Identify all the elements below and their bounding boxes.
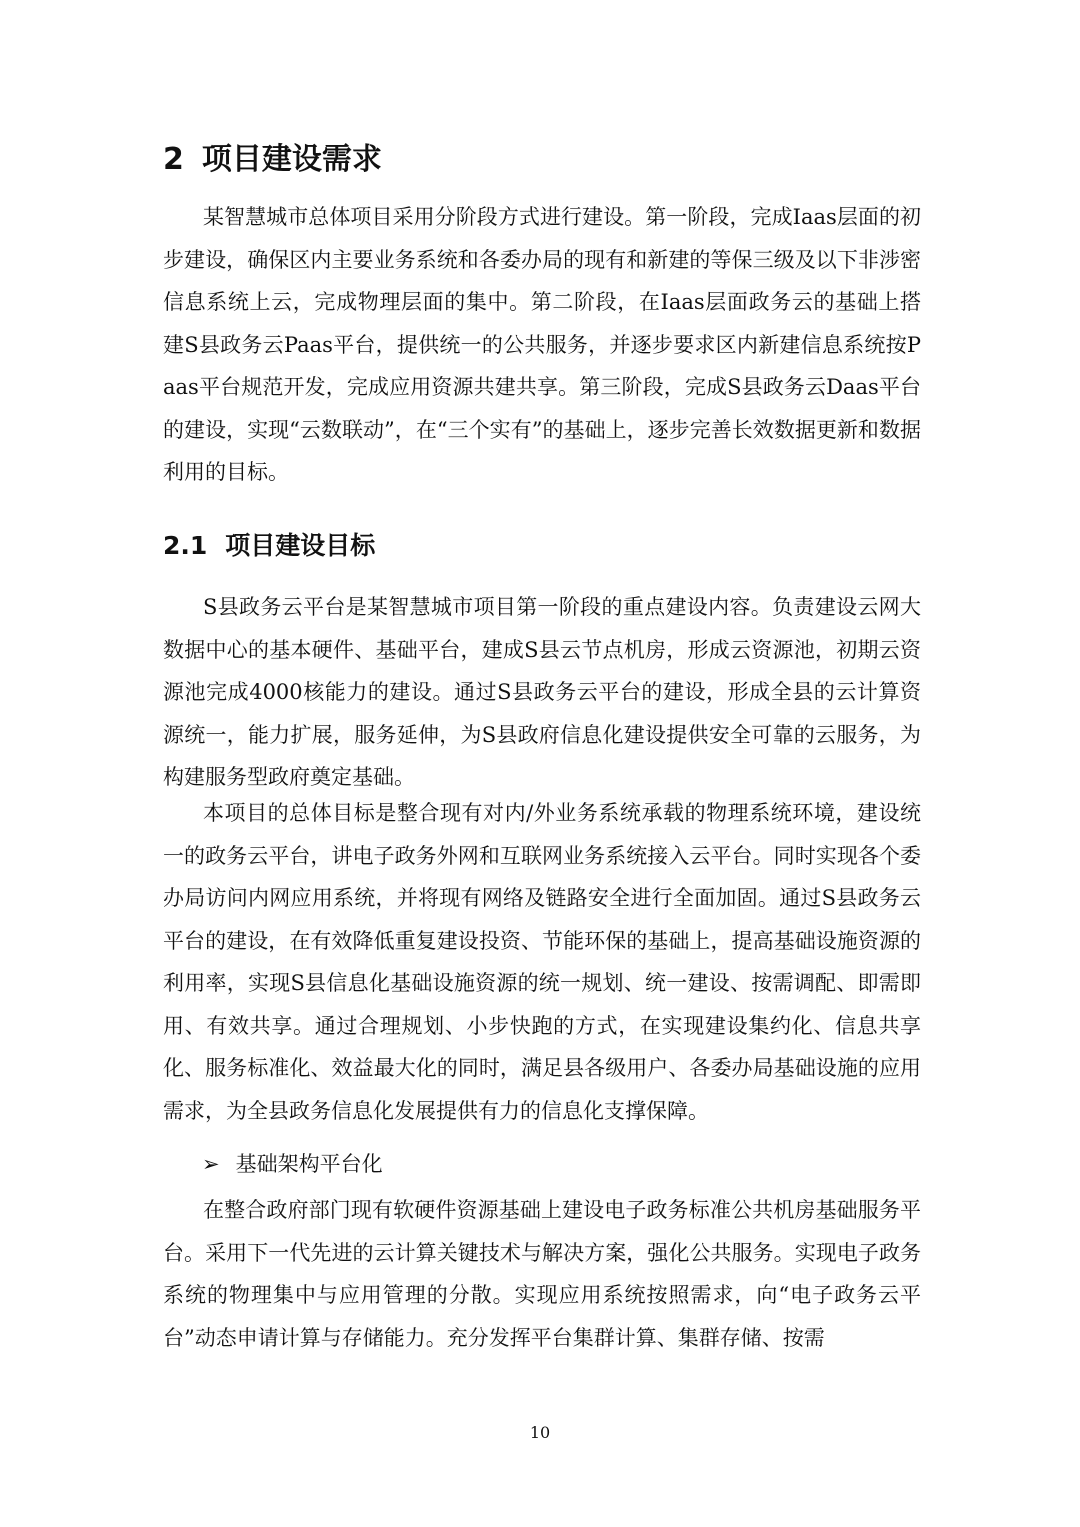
subsection-heading	[163, 524, 375, 568]
section-heading	[163, 136, 382, 184]
bullet-heading	[202, 1144, 383, 1184]
subsection-number: 2.1	[163, 531, 208, 560]
goal-paragraph-2: 本项目的总体目标是整合现有对内/外业务系统承载的物理系统环境，建设统一的政务云平台，讲电子政务外网和互联网业务系统接入云平台。同时实现各个委办局访问内网应用系统，并将现有网络及链路安全进行全面加固。通过S县政务云平台的建设，在有效降低重复建设投资、节能环保的基础上，提高基础设施资源的利用率，实现S县信息化基础设施资源的统一规划、统一建设、按需调配、即需即用、有效共享。通过合理规划、小步快跑的方式，在实现建设集约化、信息共享化、服务标准化、效益最大化的同时，满足县各级用户、各委办局基础设施的应用需求，为全县政务信息化发展提供有力的信息化支撑保障。	[163, 801, 921, 1123]
page-number: 10	[529, 1423, 551, 1442]
subsection-title: 项目建设目标	[225, 531, 376, 560]
bullet-title: 基础架构平台化	[235, 1152, 383, 1176]
arrow-bullet-icon: ➢	[202, 1152, 220, 1176]
bullet-paragraph: 在整合政府部门现有软硬件资源基础上建设电子政务标准公共机房基础服务平台。采用下一代先进的云计算关键技术与解决方案，强化公共服务。实现电子政务系统的物理集中与应用管理的分散。实现应用系统按照需求，向“电子政务云平台”动态申请计算与存储能力。充分发挥平台集群计算、集群存储、按需	[163, 1198, 921, 1350]
intro-paragraph: 某智慧城市总体项目采用分阶段方式进行建设。第一阶段，完成Iaas层面的初步建设，确保区内主要业务系统和各委办局的现有和新建的等保三级及以下非涉密信息系统上云，完成物理层面的集中。第二阶段，在Iaas层面政务云的基础上搭建S县政务云Paas平台，提供统一的公共服务，并逐步要求区内新建信息系统按Paas平台规范开发，完成应用资源共建共享。第三阶段，完成S县政务云Daas平台的建设，实现“云数联动”，在“三个实有”的基础上，逐步完善长效数据更新和数据利用的目标。	[163, 205, 921, 484]
goal-paragraph-1: S县政务云平台是某智慧城市项目第一阶段的重点建设内容。负责建设云网大数据中心的基本硬件、基础平台，建成S县云节点机房，形成云资源池，初期云资源池完成4000核能力的建设。通过S县政务云平台的建设，形成全县的云计算资源统一，能力扩展，服务延伸，为S县政府信息化建设提供安全可靠的云服务，为构建服务型政府奠定基础。	[163, 595, 921, 789]
section-number: 2	[163, 142, 184, 177]
section-title: 项目建设需求	[201, 142, 382, 177]
